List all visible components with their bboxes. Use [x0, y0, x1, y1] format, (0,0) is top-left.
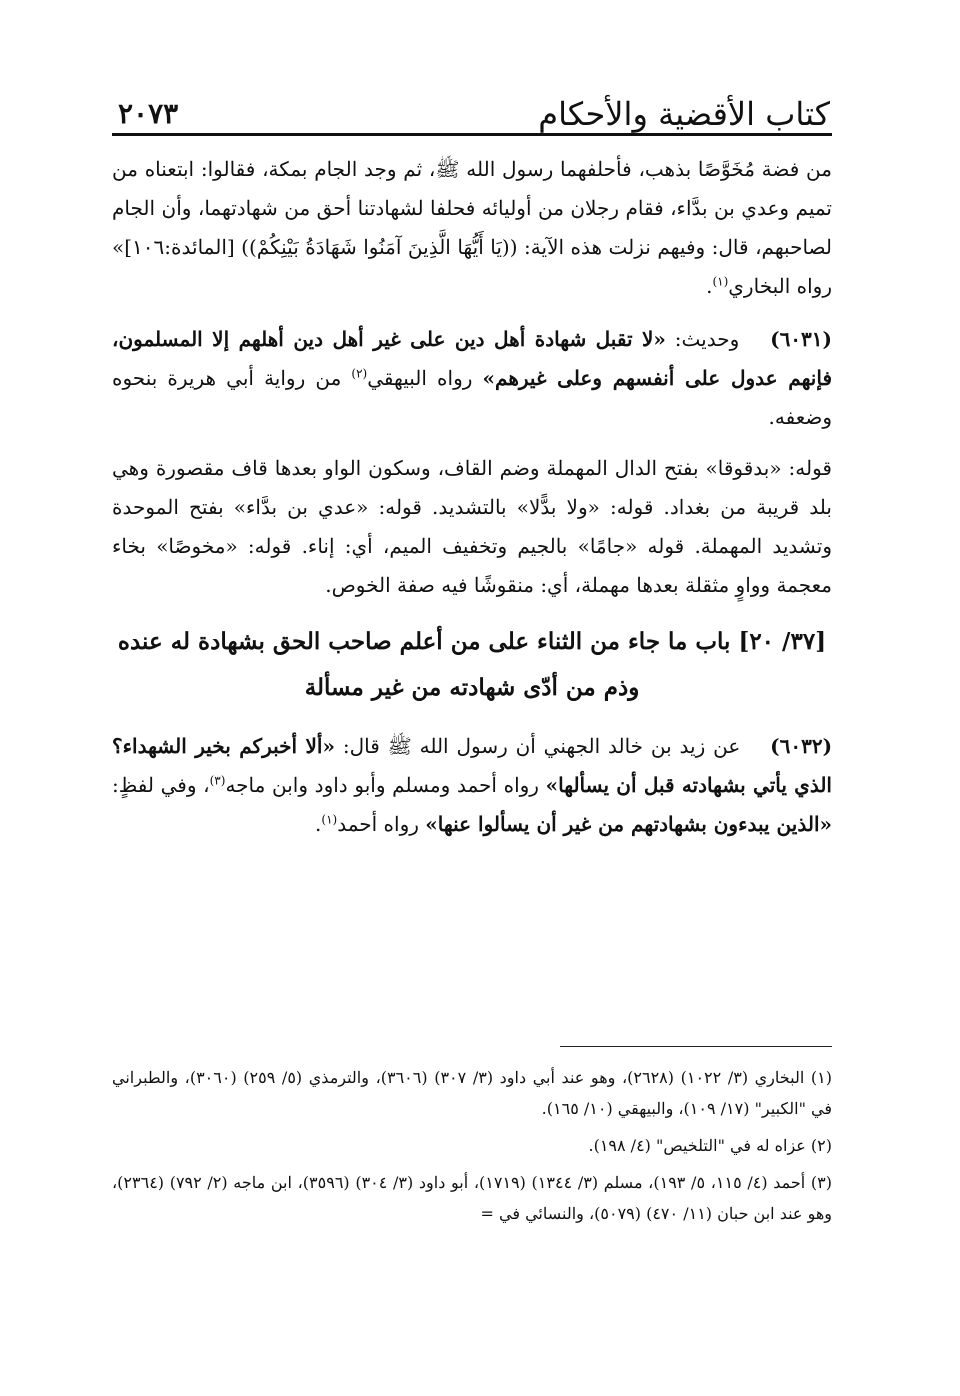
footnote-ref[interactable]: (١)	[712, 274, 729, 289]
footnote-ref[interactable]: (٢)	[351, 366, 368, 381]
main-text	[112, 150, 832, 858]
footnote-ref[interactable]: (٣)	[209, 773, 226, 788]
chapter-heading	[112, 619, 832, 711]
hadith-source: رواه البيهقي	[367, 366, 473, 390]
hadith-source: رواه أحمد ومسلم وأبو داود وابن ماجه	[225, 773, 539, 797]
hadith-grading: من رواية أبي هريرة بنحوه وضعفه.	[112, 366, 832, 429]
hadith-matn: «ألا أخبركم بخير الشهداء؟ الذي يأتي بشهادته قبل أن يسألها»	[112, 734, 832, 797]
hadith-number: (٦٠٣١)	[770, 327, 832, 351]
variant-matn: «الذين يبدءون بشهادتهم من غير أن يسألوا عنها»	[425, 812, 832, 836]
chapter-heading-line-1: [٣٧/ ٢٠] باب ما جاء من الثناء على من أعلم صاحب الحق بشهادة له عنده	[117, 628, 827, 655]
footnotes	[112, 1062, 832, 1235]
hadith-6032	[112, 727, 832, 844]
hadith-matn: «لا تقبل شهادة أهل دين على غير أهل دين أهلهم إلا المسلمون، فإنهم عدول على أنفسهم وعلى غيرهم»	[112, 327, 833, 390]
hadith-6031	[112, 320, 832, 437]
chapter-heading-line-2: وذم من أدّى شهادته من غير مسألة	[304, 674, 640, 701]
book-title: كتاب الأقضية والأحكام	[538, 95, 830, 133]
hadith-number: (٦٠٣٢)	[770, 734, 833, 758]
running-header	[118, 90, 830, 134]
footnote-1: (١) البخاري (٣/ ١٠٢٢) (٢٦٢٨)، وهو عند أبي داود (٣/ ٣٠٧) (٣٦٠٦)، والترمذي (٥/ ٢٥٩) (٣٠٦٠)، والطبراني في "الكبير" (١٧/ ١٠٩)، والبيهقي (١٠/ ١٦٥).	[112, 1068, 832, 1118]
variant-intro: ، وفي لفظٍ:	[112, 773, 210, 797]
page-number: ٢٠٧٣	[118, 97, 179, 130]
footnote-3: (٣) أحمد (٤/ ١١٥، ٥/ ١٩٣)، مسلم (٣/ ١٣٤٤) (١٧١٩)، أبو داود (٣/ ٣٠٤) (٣٥٩٦)، ابن ماجه (٢/ ٧٩٢) (٢٣٦٤)، وهو عند ابن حبان (١١/ ٤٧٠) (٥٠٧٩)، والنسائي في =	[112, 1173, 832, 1223]
commentary-text: قوله: «بدقوقا» بفتح الدال المهملة وضم القاف، وسكون الواو بعدها قاف مقصورة وهي بلد قريبة من بغداد. قوله: «ولا بدًّلا» بالتشديد. قوله: «عدي بن بدَّاء» بفتح الموحدة وتشديد المهملة. قوله «جامًا» بالجيم وتخفيف الميم، أي: إناء. قوله: «مخوصًا» بخاء معجمة وواوٍ مثقلة بعدها مهملة، أي: منقوشًا فيه صفة الخوص.	[112, 456, 832, 597]
paragraph-end: .	[315, 812, 322, 836]
paragraph-text: من فضة مُخَوَّصًا بذهب، فأحلفهما رسول الله ﷺ، ثم وجد الجام بمكة، فقالوا: ابتعناه من تميم وعدي بن بدَّاء، فقام رجلان من أوليائه فحلفا لشهادتنا أحق من شهادتهما، وأن الجام لصاحبهم، قال: وفيهم نزلت هذه الآية: ((يَا أَيُّهَا الَّذِينَ آمَنُوا شَهَادَةُ بَيْنِكُمْ)) [المائدة:١٠٦]» رواه البخاري	[112, 157, 832, 298]
header-divider	[112, 133, 832, 136]
variant-source: رواه أحمد	[337, 812, 419, 836]
paragraph-continuation	[112, 150, 832, 306]
hadith-isnad: عن زيد بن خالد الجهني أن رسول الله ﷺ قال:	[342, 734, 741, 758]
paragraph-end: .	[706, 274, 713, 298]
footnote-2: (٢) عزاه له في "التلخيص" (٤/ ١٩٨).	[588, 1136, 832, 1155]
footnote-divider	[560, 1046, 832, 1047]
hadith-intro: وحديث:	[674, 327, 740, 351]
footnote-ref[interactable]: (١)	[321, 812, 338, 827]
commentary-paragraph	[112, 449, 832, 605]
